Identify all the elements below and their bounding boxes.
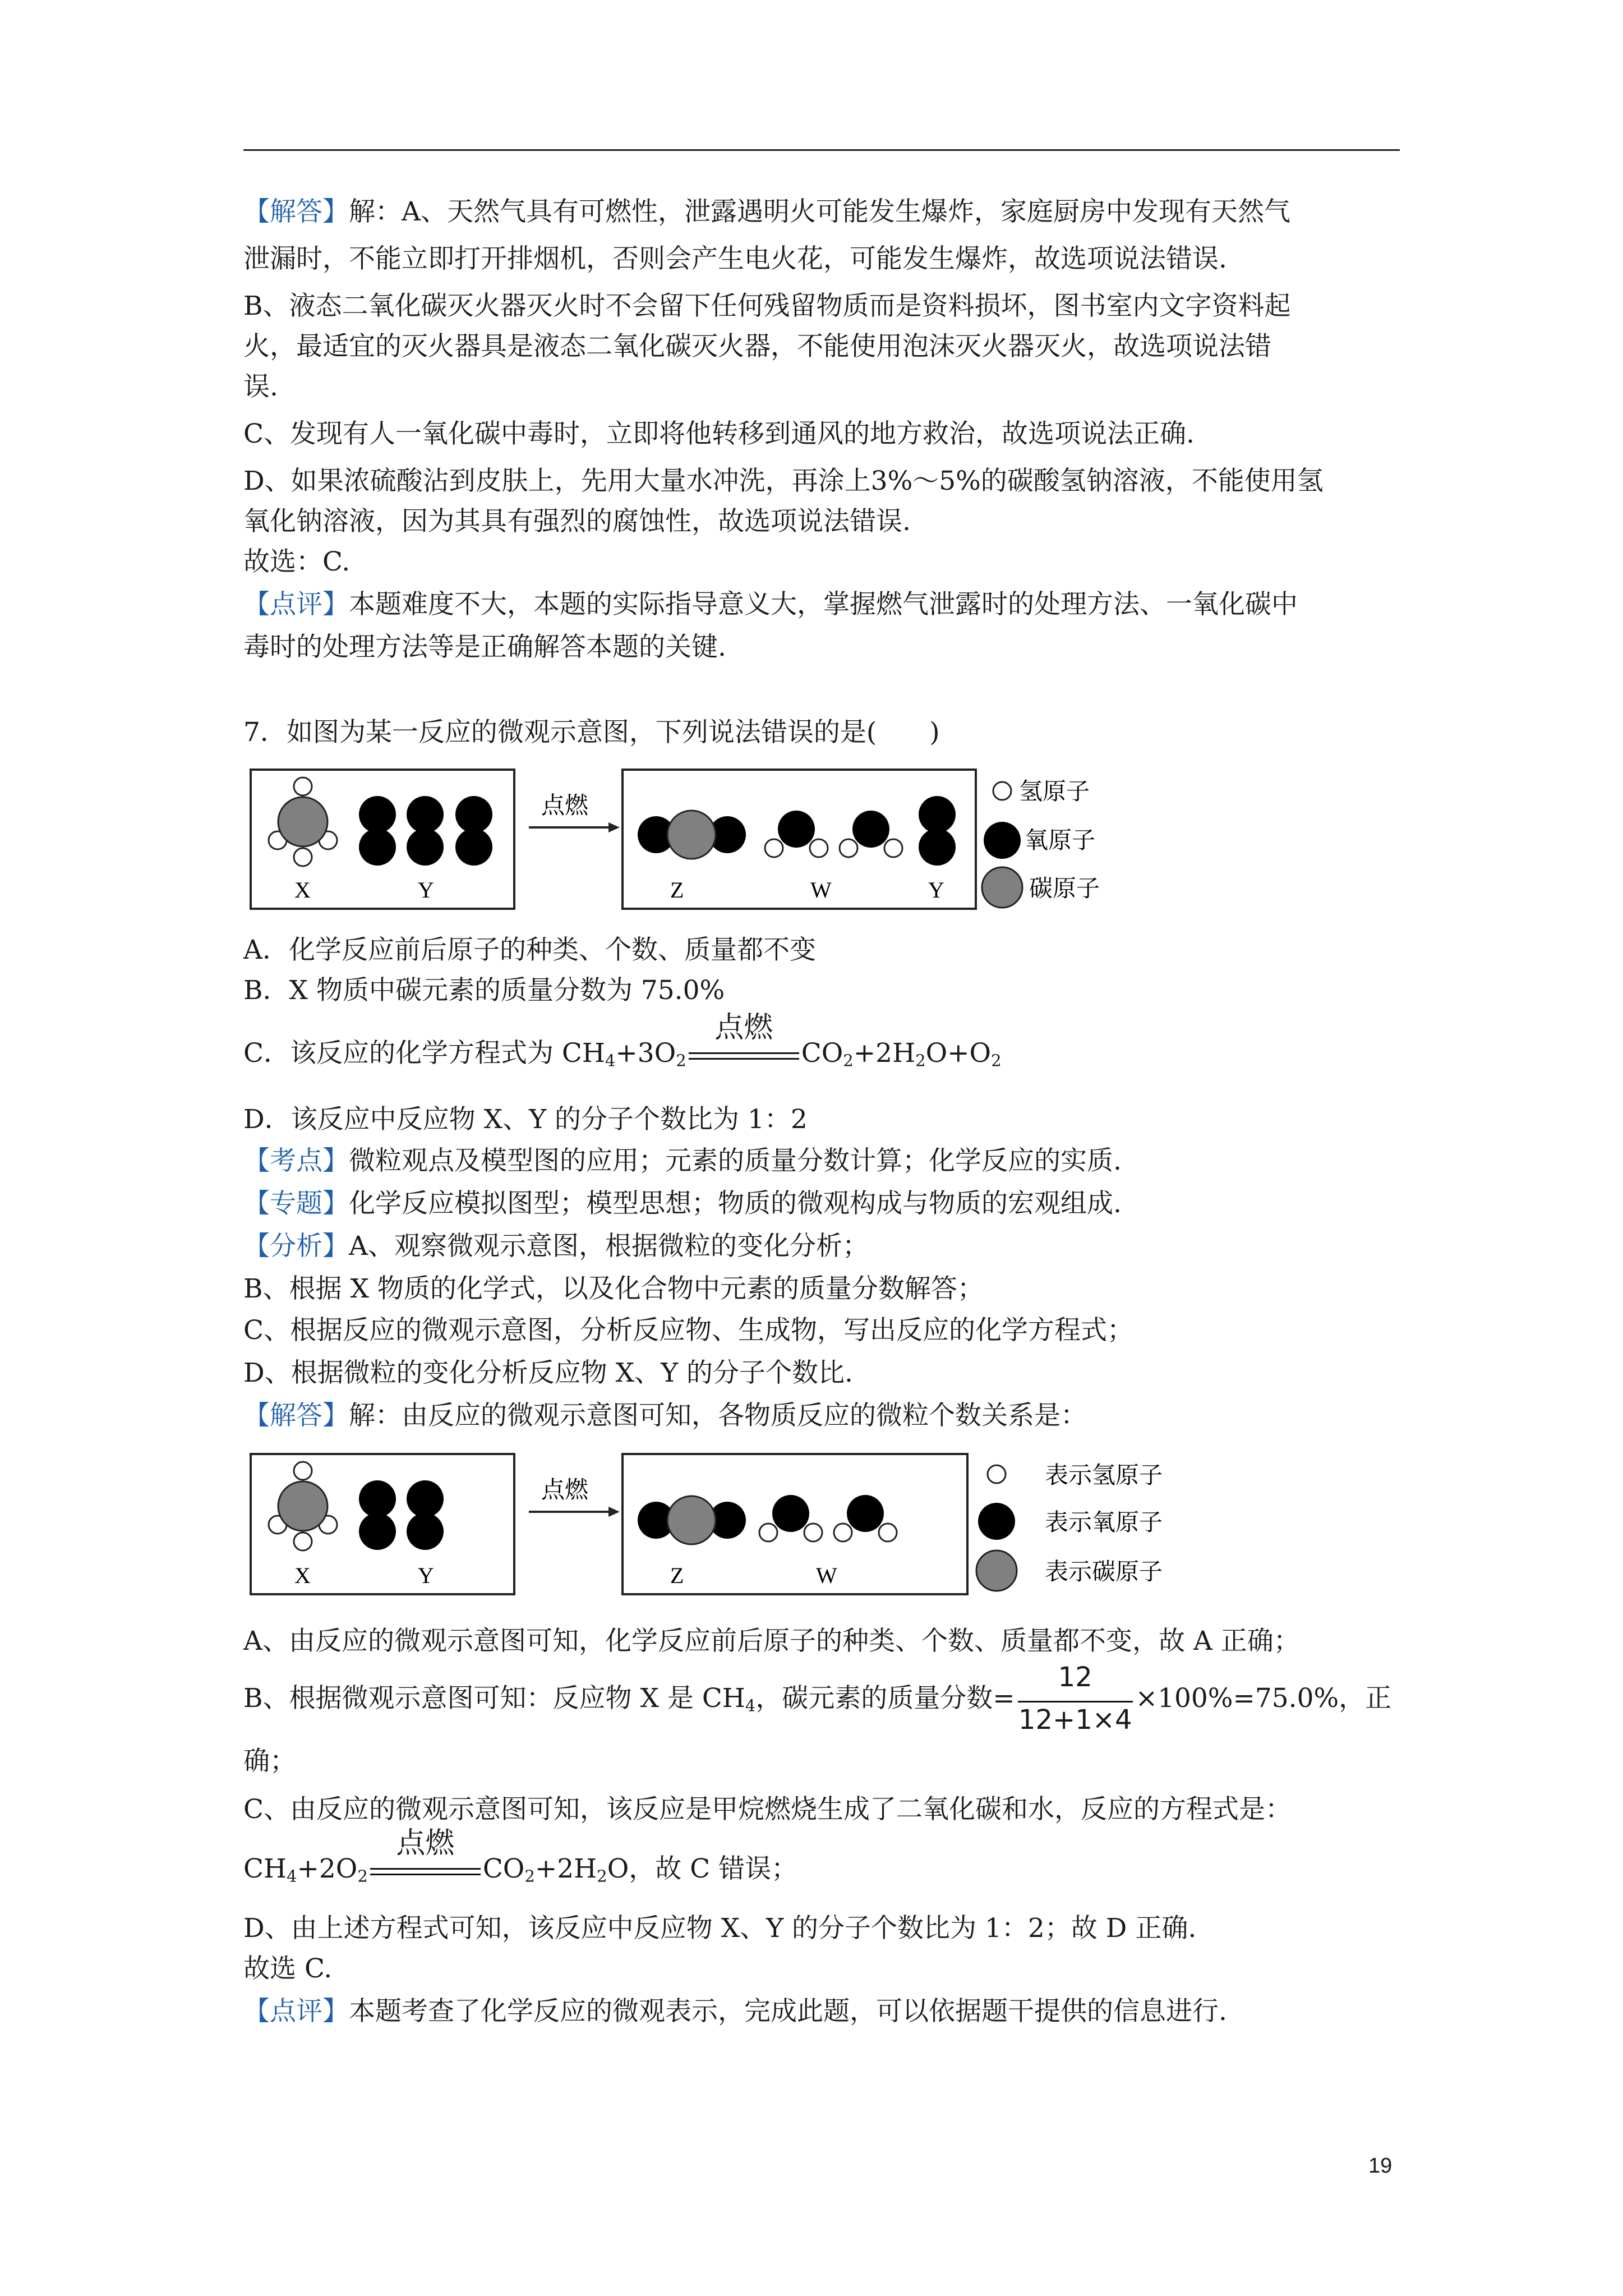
co2: CO — [801, 1038, 843, 1069]
answer-tag: 【解答】 — [243, 196, 349, 227]
arrow-icon — [608, 1507, 620, 1517]
text-line: 确； — [243, 1746, 296, 1777]
text-line: 故选 C. — [243, 1953, 333, 1984]
o2-coef: 3O — [637, 1038, 676, 1069]
co2-molecule — [638, 811, 746, 859]
line-text: 解：A、天然气具有可燃性，泄露遇明火可能发生爆炸，家庭厨房中发现有天然气 — [349, 196, 1290, 227]
legend-carbon: 碳原子 — [1029, 875, 1100, 902]
reaction-diagram-2 — [250, 1453, 1197, 1599]
label-z: Z — [670, 877, 684, 903]
sub: 4 — [286, 1866, 297, 1886]
reaction-arrow — [368, 1826, 483, 1886]
text-line: D、由上述方程式可知，该反应中反应物 X、Y 的分子个数比为 1：2；故 D 正确. — [243, 1913, 1197, 1944]
hydrogen-legend-icon — [993, 782, 1011, 800]
zhuanti-tag: 【专题】 — [243, 1188, 349, 1219]
line-text: ，故 C 错误； — [629, 1853, 798, 1884]
arrow-label: 点燃 — [541, 1476, 589, 1503]
oxygen-molecule — [919, 796, 956, 866]
oxygen-molecules — [359, 796, 492, 866]
line-text: 本题考查了化学反应的微观表示，完成此题，可以依据题干提供的信息进行. — [349, 1996, 1227, 2027]
label-y: Y — [418, 877, 434, 903]
page-number: 19 — [1368, 2154, 1393, 2178]
reaction-diagram-1 — [250, 769, 1124, 912]
water-molecule — [834, 1495, 897, 1542]
legend-oxygen: 表示氧原子 — [1045, 1508, 1163, 1536]
sub: 4 — [605, 1051, 616, 1070]
line-text: 解：由反应的微观示意图可知，各物质反应的微粒个数关系是： — [349, 1400, 1087, 1431]
water-molecule — [759, 1495, 822, 1542]
plus: + — [615, 1038, 638, 1069]
line-text: 化学反应模拟图型；模型思想；物质的微观构成与物质的宏观组成. — [349, 1188, 1122, 1219]
legend-carbon: 表示碳原子 — [1045, 1558, 1163, 1585]
co2-molecule — [638, 1496, 746, 1544]
text-line — [243, 1230, 869, 1263]
text-line — [243, 588, 1298, 622]
condition: 点燃 — [714, 1011, 773, 1045]
line-text: A、观察微观示意图，根据微粒的变化分析； — [349, 1231, 869, 1262]
text-line — [243, 1399, 1087, 1433]
sub: 2 — [524, 1866, 535, 1886]
text-line: 火，最适宜的灭火器具是液态二氧化碳灭火器，不能使用泡沫灭火器灭火，故选项说法错 — [243, 331, 1271, 362]
option-c — [243, 1011, 1002, 1077]
label-y: Y — [418, 1563, 434, 1588]
comment-tag: 【点评】 — [243, 1996, 349, 2027]
denominator: 12+1×4 — [1018, 1704, 1132, 1736]
line-text: B、根据微观示意图可知：反应物 X 是 CH — [243, 1683, 745, 1714]
text-line: B、液态二氧化碳灭火器灭火时不会留下任何残留物质而是资料损坏，图书室内文字资料起 — [243, 291, 1291, 321]
kaodian-tag: 【考点】 — [243, 1145, 349, 1176]
text-line: C、由反应的微观示意图可知，该反应是甲烷燃烧生成了二氧化碳和水，反应的方程式是： — [243, 1794, 1292, 1825]
carbon-legend-icon — [982, 867, 1022, 908]
line-text: 微粒观点及模型图的应用；元素的质量分数计算；化学反应的实质. — [349, 1145, 1122, 1176]
label-w: W — [816, 1563, 837, 1588]
text-line: C、发现有人一氧化碳中毒时，立即将他转移到通风的地方救治，故选项说法正确. — [243, 418, 1195, 449]
text-line: 泄漏时，不能立即打开排烟机，否则会产生电火花，可能发生爆炸，故选项说法错误. — [243, 243, 1227, 274]
header-rule — [243, 149, 1400, 151]
text-line: D、根据微粒的变化分析反应物 X、Y 的分子个数比. — [243, 1358, 853, 1388]
oxygen-molecules — [359, 1480, 444, 1550]
question-title: 7．如图为某一反应的微观示意图，下列说法错误的是( ) — [243, 717, 940, 748]
text-line: C、根据反应的微观示意图，分析反应物、生成物，写出反应的化学方程式； — [243, 1315, 1133, 1346]
sub: 2 — [991, 1051, 1002, 1070]
o: O — [607, 1853, 629, 1884]
oxygen-legend-icon — [978, 1503, 1015, 1540]
water-molecule — [765, 811, 828, 857]
option-c-text: C．该反应的化学方程式为 CH — [243, 1038, 605, 1069]
legend-hydrogen: 表示氢原子 — [1045, 1461, 1163, 1489]
condition: 点燃 — [396, 1826, 455, 1860]
h2o-coef: +2H — [853, 1038, 916, 1069]
text-line — [243, 1144, 1122, 1178]
equation-line — [243, 1826, 798, 1893]
hydrogen-legend-icon — [988, 1465, 1006, 1483]
legend-hydrogen: 氢原子 — [1019, 777, 1090, 805]
line-text: ×100%=75.0%，正 — [1135, 1683, 1392, 1714]
arrow-label: 点燃 — [541, 792, 589, 819]
label-x: X — [294, 1563, 311, 1588]
option-b: B．X 物质中碳元素的质量分数为 75.0% — [243, 975, 725, 1006]
fenxi-tag: 【分析】 — [243, 1231, 349, 1262]
o2-coef: 2O — [319, 1853, 358, 1884]
text-line: D、如果浓硫酸沾到皮肤上，先用大量水冲洗，再涂上3%～5%的碳酸氢钠溶液，不能使用氢 — [243, 466, 1324, 496]
sub: 2 — [357, 1866, 368, 1886]
legend-oxygen: 氧原子 — [1025, 826, 1096, 854]
comment-tag: 【点评】 — [243, 589, 349, 620]
ch: CH — [243, 1853, 287, 1884]
methane-molecule — [269, 777, 337, 866]
o: O — [925, 1038, 948, 1069]
line-text: 本题难度不大，本题的实际指导意义大，掌握燃气泄露时的处理方法、一氧化碳中 — [349, 589, 1298, 620]
sub: 2 — [676, 1051, 686, 1070]
water-molecule — [840, 811, 902, 857]
methane-molecule — [269, 1462, 337, 1550]
text-line — [243, 195, 1290, 229]
oxygen-legend-icon — [984, 822, 1021, 859]
text-line: 毒时的处理方法等是正确解答本题的关键. — [243, 632, 726, 662]
text-line: 误. — [243, 371, 278, 402]
sub: 2 — [597, 1866, 607, 1886]
numerator: 12 — [1058, 1662, 1092, 1693]
plus-o: +O — [947, 1038, 992, 1069]
sub: 4 — [745, 1696, 756, 1715]
sub: 2 — [915, 1051, 926, 1070]
option-d: D．该反应中反应物 X、Y 的分子个数比为 1：2 — [243, 1104, 808, 1135]
text-line: B、根据 X 物质的化学式，以及化合物中元素的质量分数解答； — [243, 1273, 984, 1304]
label-y2: Y — [928, 877, 944, 903]
carbon-legend-icon — [976, 1550, 1017, 1591]
text-line: 氧化钠溶液，因为其具有强烈的腐蚀性，故选项说法错误. — [243, 506, 911, 537]
co2: CO — [482, 1853, 525, 1884]
sub: 2 — [843, 1051, 854, 1070]
label-w: W — [810, 877, 832, 903]
line-text: ，碳元素的质量分数= — [755, 1683, 1015, 1714]
text-line: 故选：C. — [243, 546, 351, 577]
option-a: A．化学反应前后原子的种类、个数、质量都不变 — [243, 935, 816, 965]
text-line: A、由反应的微观示意图可知，化学反应前后原子的种类、个数、质量都不变，故 A 正确； — [243, 1626, 1300, 1657]
text-line — [243, 1662, 1392, 1736]
label-x: X — [294, 877, 311, 903]
label-z: Z — [670, 1563, 684, 1588]
reaction-arrow — [686, 1011, 801, 1070]
arrow-icon — [608, 822, 620, 832]
answer-tag: 【解答】 — [243, 1400, 349, 1431]
h2o-coef: +2H — [534, 1853, 597, 1884]
plus: + — [297, 1853, 319, 1884]
text-line — [243, 1187, 1122, 1221]
text-line — [243, 1995, 1227, 2028]
